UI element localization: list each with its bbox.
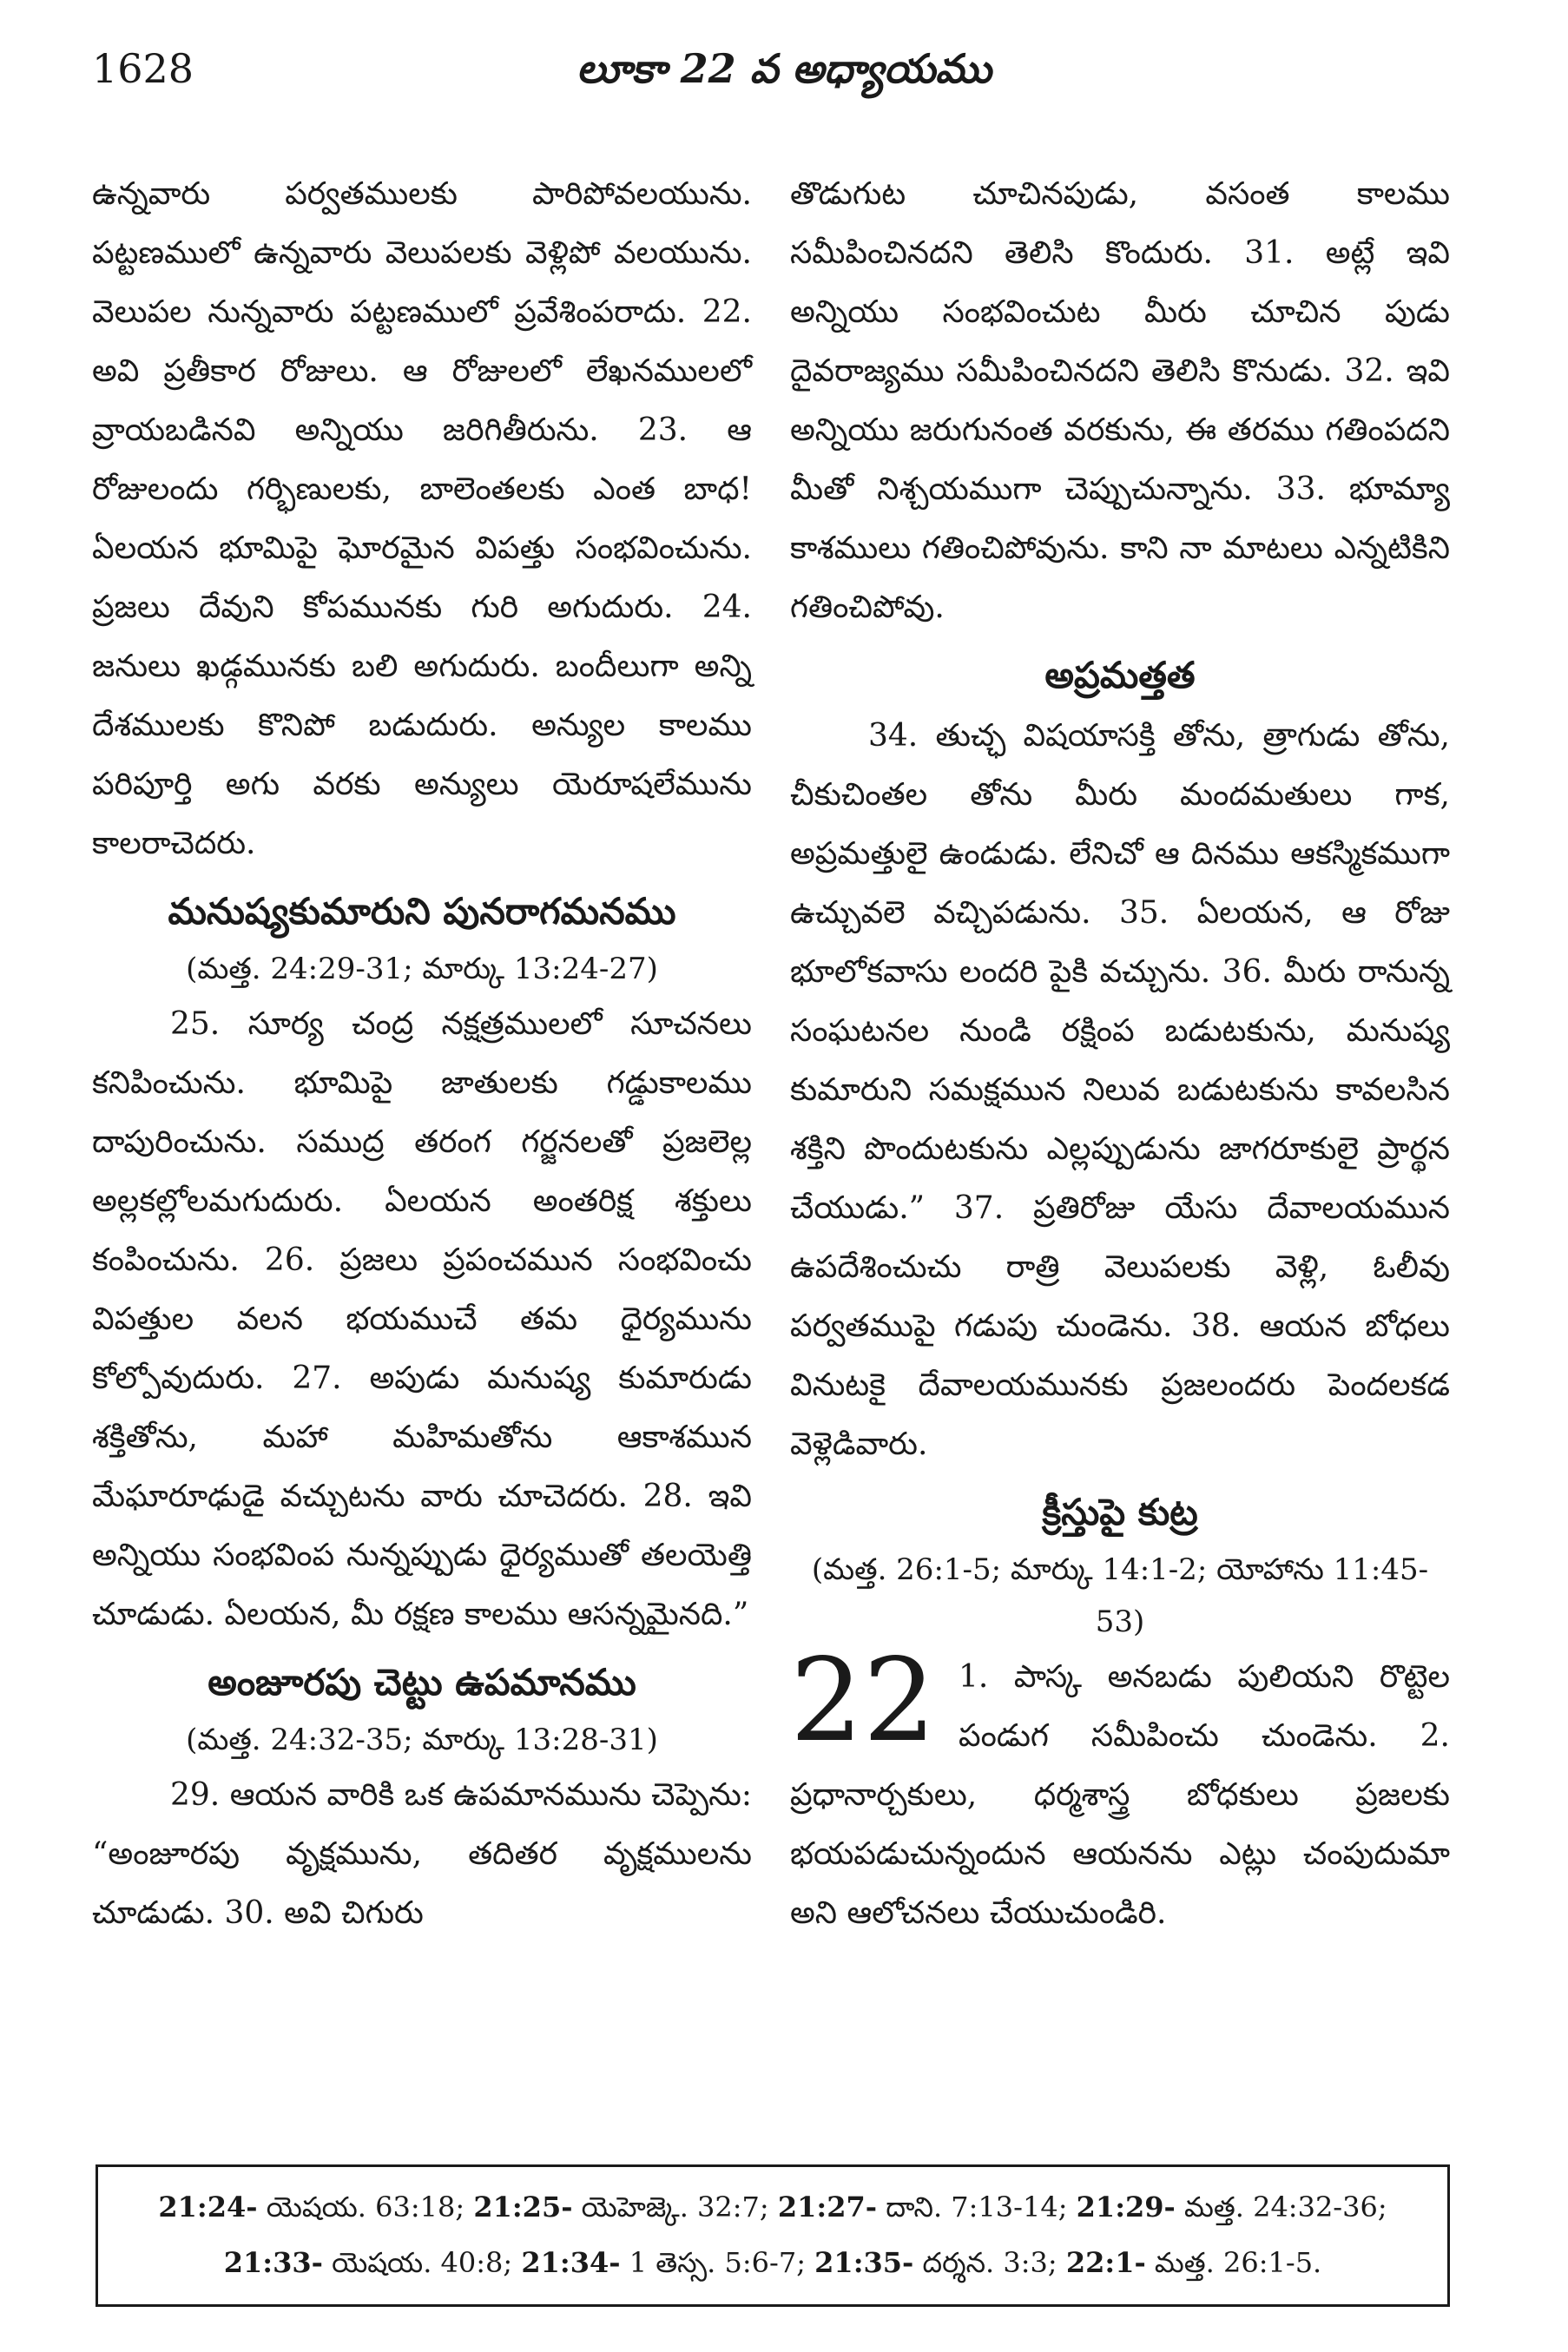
footnote-ref: 21:27- xyxy=(777,2191,878,2224)
footnote-text: యెషయ. 40:8; xyxy=(322,2246,522,2279)
cross-references: (మత్త. 24:32-35; మార్కు 13:28-31) xyxy=(186,1723,658,1757)
left-column xyxy=(92,165,752,1943)
paragraph: 1. పాస్క అనబడు పులియని రొట్టెల పండుగ సమీపించు చుండెను. 2. ప్రధానార్చకులు, ధర్మశాస్త్ర బోధకులు ప్రజలకు భయపడుచున్నందున ఆయనను ఎట్లు చంపుదుమా అని ఆలోచనలు చేయుచుండిరి. xyxy=(790,1659,1450,1931)
chapter-number: 22 xyxy=(790,1634,936,1768)
paragraph: 25. సూర్య చంద్ర నక్షత్రములలో సూచనలు కనిపించును. భూమిపై జాతులకు గడ్డుకాలము దాపురించును. సముద్ర తరంగ గర్జనలతో ప్రజలెల్ల అల్లకల్లోలమగుదురు. ఏలయన అంతరిక్ష శక్తులు కంపించును. 26. ప్రజలు ప్రపంచమున సంభవించు విపత్తుల వలన భయముచే తమ ధైర్యమును కోల్పోవుదురు. 27. అపుడు మనుష్య కుమారుడు శక్తితోను, మహా మహిమతోను ఆకాశమున మేఘారూఢుడై వచ్చుటను వారు చూచెదరు. 28. ఇవి అన్నియు సంభవింప నున్నప్పుడు ధైర్యముతో తలయెత్తి చూడుడు. ఏలయన, మీ రక్షణ కాలము ఆసన్నమైనది.” xyxy=(92,1006,752,1632)
footnote-box xyxy=(96,2164,1450,2307)
footnote-text: మత్త. 24:32-36; xyxy=(1175,2191,1387,2224)
paragraph: 29. ఆయన వారికి ఒక ఉపమానమును చెప్పెను: “అంజూరపు వృక్షమును, తదితర వృక్షములను చూడుడు. 30. అవి చిగురు xyxy=(92,1777,752,1931)
footnote-ref: 21:34- xyxy=(521,2246,621,2279)
footnote-text: 1 తెస్స. 5:6-7; xyxy=(620,2246,815,2279)
section-heading: అంజూరపు చెట్టు ఉపమానము xyxy=(208,1661,636,1703)
footnote-text: దర్శన. 3:3; xyxy=(913,2246,1066,2279)
footnote-ref: 22:1- xyxy=(1065,2246,1146,2279)
footnote-text: మత్త. 26:1-5. xyxy=(1145,2246,1322,2279)
footnote-text: యెహెజ్కె. 32:7; xyxy=(572,2191,778,2224)
paragraph: 34. తుచ్ఛ విషయాసక్తి తోను, త్రాగుడు తోను, చీకుచింతల తోను మీరు మందమతులు గాక, అప్రమత్తులై ఉండుడు. లేనిచో ఆ దినము ఆకస్మికముగా ఉచ్చువలె వచ్చిపడును. 35. ఏలయన, ఆ రోజు భూలోకవాసు లందరి పైకి వచ్చును. 36. మీరు రానున్న సంఘటనల నుండి రక్షింప బడుటకును, మనుష్య కుమారుని సమక్షమున నిలువ బడుటకును కావలసిన శక్తిని పొందుటకును ఎల్లప్పుడును జాగరూకులై ప్రార్థన చేయుడు.” 37. ప్రతిరోజు యేసు దేవాలయమున ఉపదేశించుచు రాత్రి వెలుపలకు వెళ్లి, ఓలీవు పర్వతముపై గడుపు చుండెను. 38. ఆయన బోధలు వినుటకై దేవాలయమునకు ప్రజలందరు పెందలకడ వెళ్లెడివారు. xyxy=(790,718,1450,1462)
footnote-ref: 21:25- xyxy=(473,2191,573,2224)
page-number: 1628 xyxy=(92,45,194,92)
right-column xyxy=(790,165,1450,1943)
footnote-ref: 21:33- xyxy=(223,2246,323,2279)
cross-references: (మత్త. 26:1-5; మార్కు 14:1-2; యోహాను 11:45-53) xyxy=(811,1552,1429,1639)
footnote-ref: 21:29- xyxy=(1076,2191,1176,2224)
running-title: లూకా 22 వ అధ్యాయము xyxy=(576,45,992,92)
footnote-ref: 21:35- xyxy=(814,2246,914,2279)
footnote-line xyxy=(119,2235,1426,2290)
section-heading: మనుష్యకుమారుని పునరాగమనము xyxy=(168,890,676,932)
section-heading: అప్రమత్తత xyxy=(1044,654,1196,696)
footnote-text: యెషయ. 63:18; xyxy=(257,2191,474,2224)
paragraph: ఉన్నవారు పర్వతములకు పారిపోవలయును. పట్టణములో ఉన్నవారు వెలుపలకు వెళ్లిపో వలయును. వెలుపల నున్నవారు పట్టణములో ప్రవేశింపరాదు. 22. అవి ప్రతీకార రోజులు. ఆ రోజులలో లేఖనములలో వ్రాయబడినవి అన్నియు జరిగితీరును. 23. ఆ రోజులందు గర్భిణులకు, బాలెంతలకు ఎంత బాధ! ఏలయన భూమిపై ఘోరమైన విపత్తు సంభవించును. ప్రజలు దేవుని కోపమునకు గురి అగుదురు. 24. జనులు ఖడ్గమునకు బలి అగుదురు. బందీలుగా అన్ని దేశములకు కొనిపో బడుదురు. అన్యుల కాలము పరిపూర్తి అగు వరకు అన్యులు యెరూషలేమును కాలరాచెదరు. xyxy=(92,176,752,861)
paragraph: తొడుగుట చూచినపుడు, వసంత కాలము సమీపించినదని తెలిసి కొందురు. 31. అట్లే ఇవి అన్నియు సంభవించుట మీరు చూచిన పుడు దైవరాజ్యము సమీపించినదని తెలిసి కొనుడు. 32. ఇవి అన్నియు జరుగునంత వరకును, ఈ తరము గతింపదని మీతో నిశ్చయముగా చెప్పుచున్నాను. 33. భూమ్యా కాశములు గతించిపోవును. కాని నా మాటలు ఎన్నటికిని గతించిపోవు. xyxy=(790,176,1450,625)
section-heading: క్రీస్తుపై కుట్ర xyxy=(1042,1491,1198,1533)
footnote-line xyxy=(119,2179,1426,2235)
cross-references: (మత్త. 24:29-31; మార్కు 13:24-27) xyxy=(186,952,658,986)
footnote-ref: 21:24- xyxy=(158,2191,258,2224)
footnote-text: దాని. 7:13-14; xyxy=(877,2191,1077,2224)
chapter-start xyxy=(790,1634,1450,1943)
